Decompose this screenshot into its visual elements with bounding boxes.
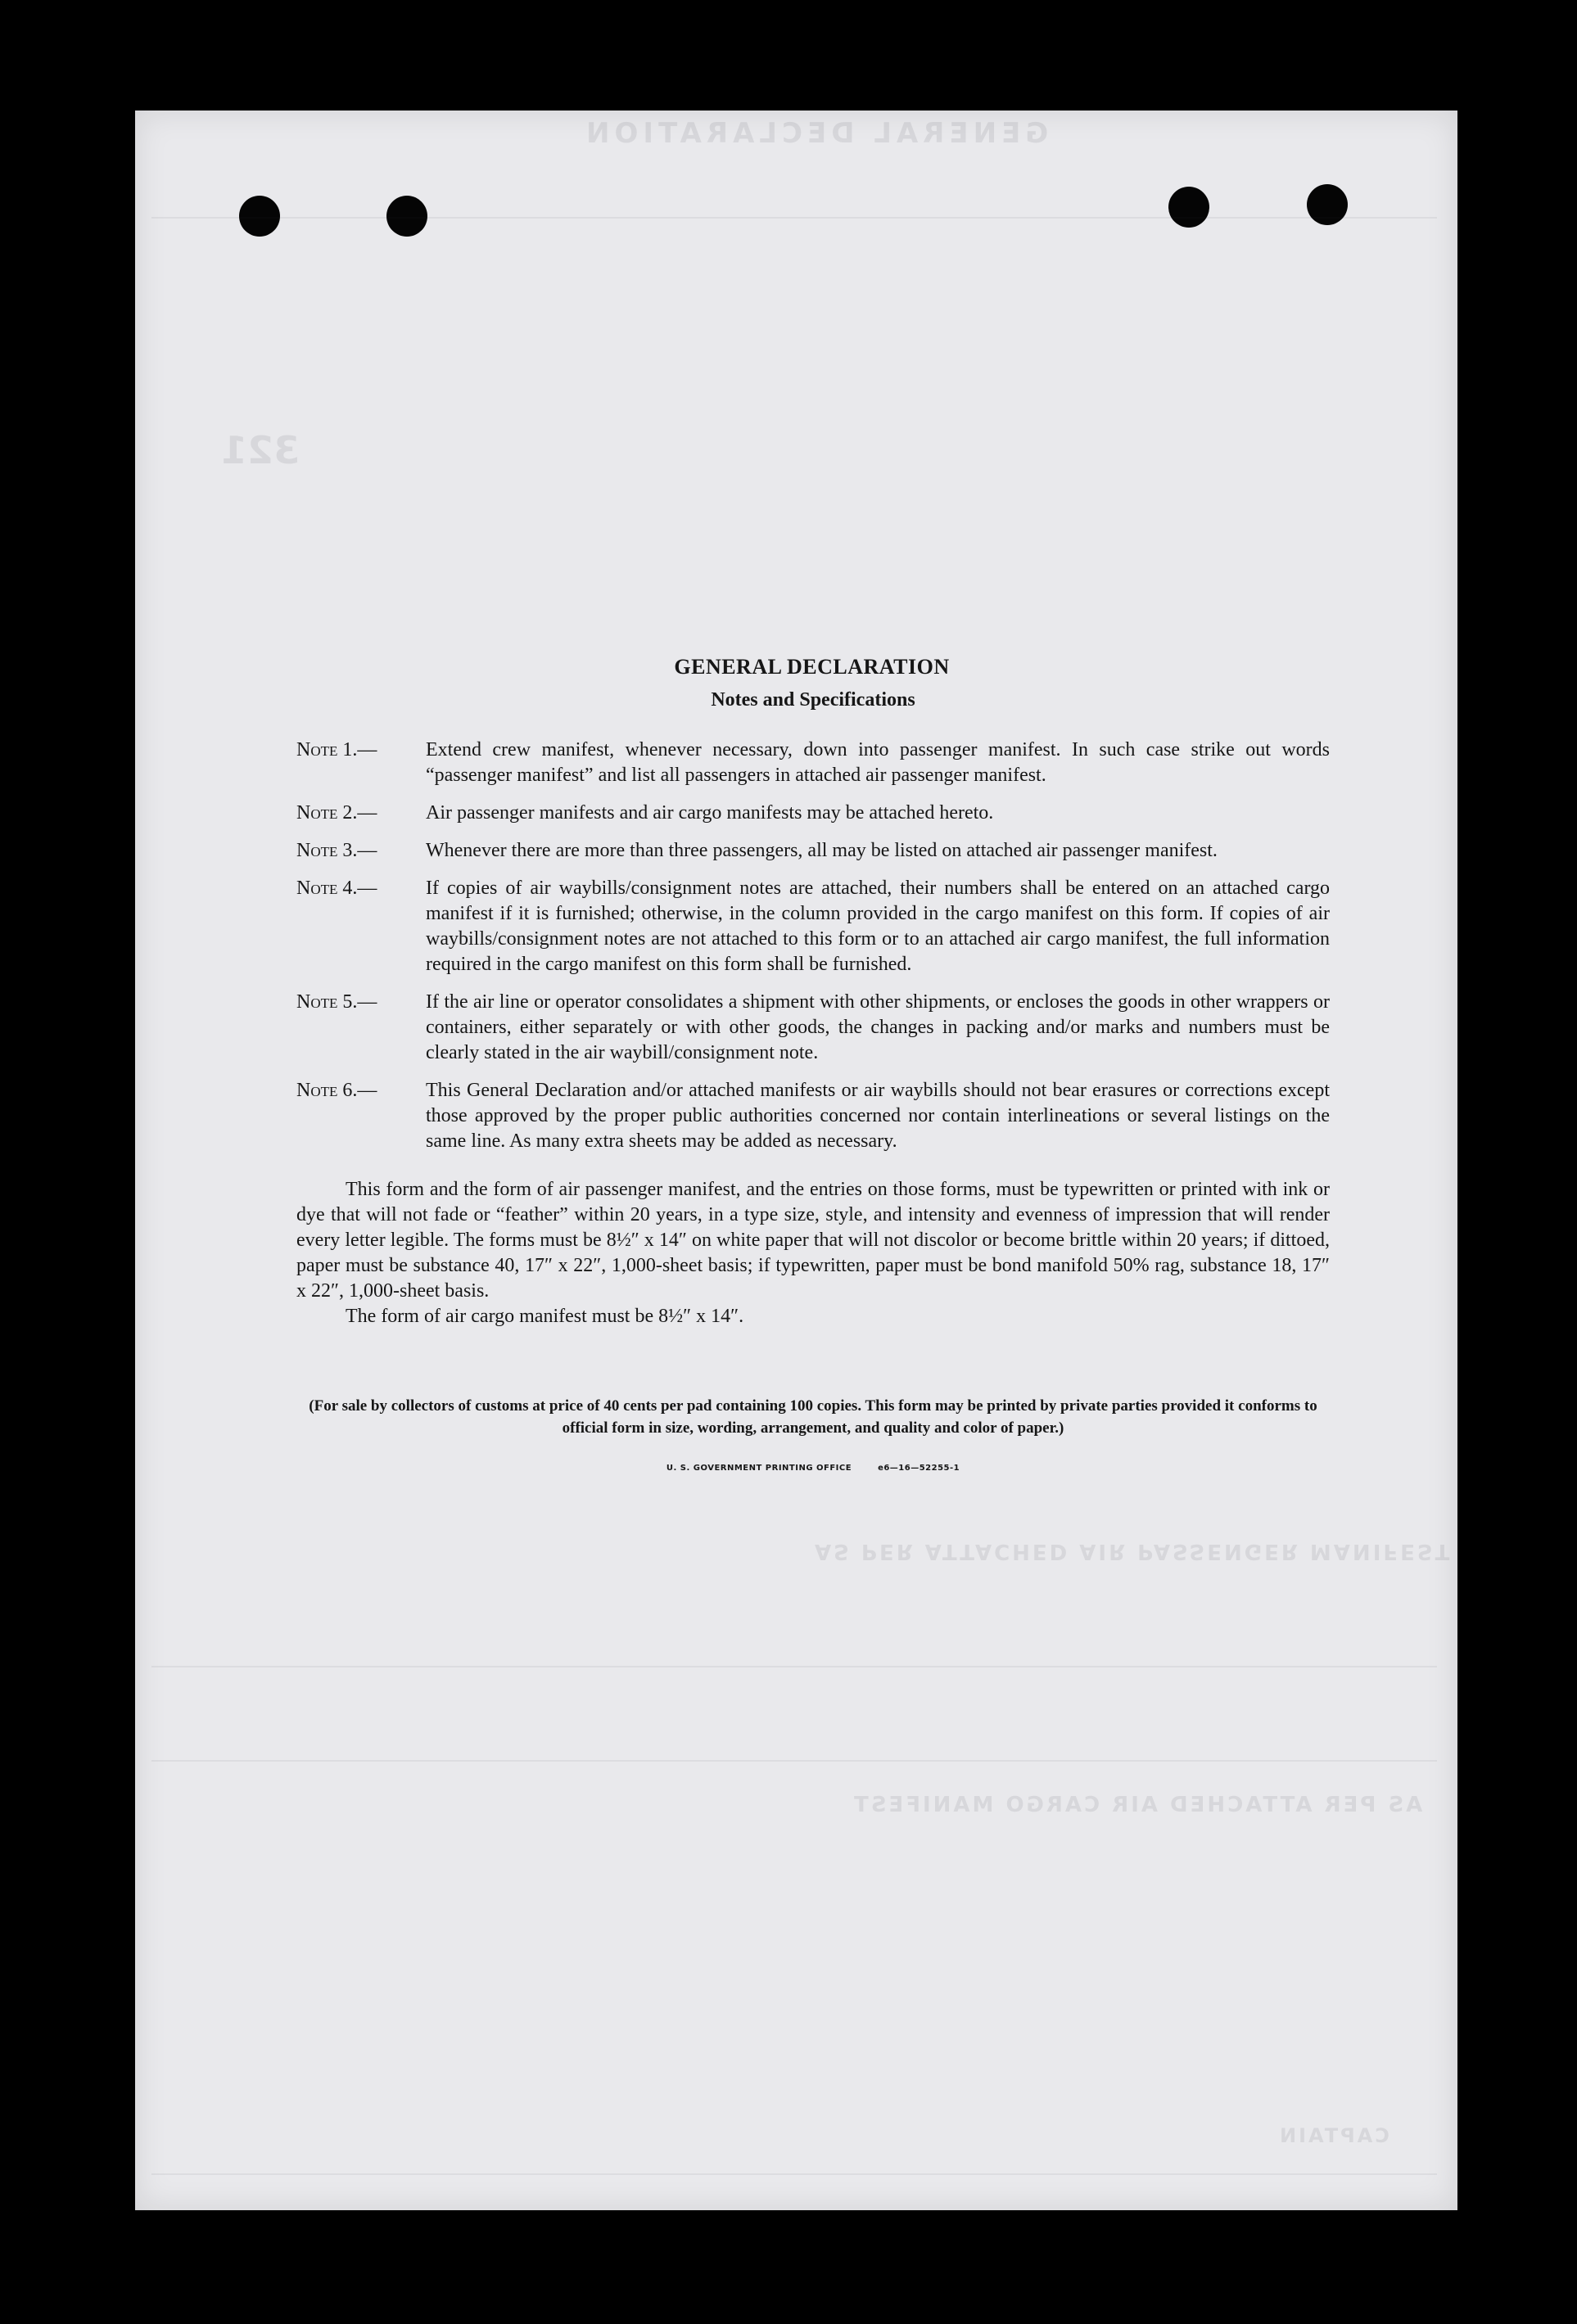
note-label: Note 5.—: [296, 991, 377, 1013]
note-label: Note 6.—: [296, 1080, 377, 1101]
printing-office-line: [296, 1464, 1330, 1473]
printing-office-name: U. S. GOVERNMENT PRINTING OFFICE: [666, 1464, 852, 1473]
punch-hole: [1307, 184, 1348, 225]
note-text: Extend crew manifest, whenever necessary, down into passenger manifest. In such case strike out words “passenger manifest” and list all passengers in attached air passenger manifest.: [426, 739, 1330, 786]
punch-hole: [1168, 187, 1209, 228]
show-through-rule: [151, 2173, 1437, 2175]
show-through-header: GENERAL DECLARATION: [581, 117, 1049, 150]
note-text: Air passenger manifests and air cargo manifests may be attached hereto.: [426, 802, 994, 824]
note-4: [296, 876, 1330, 977]
note-label: Note 3.—: [296, 840, 377, 861]
page-title: GENERAL DECLARATION: [674, 655, 950, 679]
note-label: Note 4.—: [296, 878, 377, 899]
show-through-cargo-stamp: AS PER ATTACHED AIR CARGO MANIFEST: [852, 1793, 1423, 1817]
note-text: Whenever there are more than three passengers, all may be listed on attached air passenger manifest.: [426, 840, 1218, 861]
note-text: If copies of air waybills/consignment notes are attached, their numbers shall be entered on an attached cargo manifest if it is furnished; otherwise, in the column provided in the cargo manifest on this form. If copies of air waybills/consignment notes are not attached to this form or to an attached air cargo manifest, the full information required in the cargo manifest on this form shall be furnished.: [426, 878, 1330, 975]
show-through-rule: [151, 217, 1437, 219]
note-3: [296, 838, 1330, 864]
note-2: [296, 801, 1330, 826]
show-through-captain: CAPTAIN: [1277, 2124, 1389, 2147]
note-5: [296, 990, 1330, 1066]
cargo-manifest-size-paragraph: The form of air cargo manifest must be 8½″ x 14″.: [346, 1306, 744, 1327]
note-text: If the air line or operator consolidates a shipment with other shipments, or encloses the goods in other wrappers or containers, either separately or with other goods, the changes in packing and/or marks and numbers must be clearly stated in the air waybill/consignment note.: [426, 991, 1330, 1063]
printing-office-code: e6—16—52255-1: [878, 1464, 960, 1473]
note-6: [296, 1078, 1330, 1154]
note-1: [296, 738, 1330, 788]
notes-and-specifications: [296, 651, 1330, 1473]
note-label: Note 1.—: [296, 739, 377, 760]
page-subtitle: Notes and Specifications: [711, 689, 915, 711]
form-requirements-paragraph: This form and the form of air passenger manifest, and the entries on those forms, must be typewritten or printed with ink or dye that will not fade or “feather” within 20 years, in a type size, style, and intensity and evenness of impression that will render every letter legible. The forms must be 8½″ x 14″ on white paper that will not discolor or become brittle within 20 years; if dittoed, paper must be substance 40, 17″ x 22″, 1,000-sheet basis; if typewritten, paper must be bond manifold 50% rag, substance 18, 17″ x 22″, 1,000-sheet basis.: [296, 1179, 1330, 1302]
punch-hole: [386, 196, 427, 237]
show-through-rule: [151, 1666, 1437, 1667]
note-text: This General Declaration and/or attached manifests or air waybills should not bear erasures or corrections except those approved by the proper public authorities concerned nor contain interlineations or several listings on the same line. As many extra sheets may be added as necessary.: [426, 1080, 1330, 1152]
show-through-rule: [151, 1760, 1437, 1762]
sale-notice: (For sale by collectors of customs at price of 40 cents per pad containing 100 copies. This form may be printed by private parties provided it conforms to official form in size, wording, arrangement, and quality and color of paper.): [309, 1397, 1317, 1437]
note-label: Note 2.—: [296, 802, 377, 824]
show-through-passenger-stamp: AS PER ATTACHED AIR PASSENGER MANIFEST: [815, 1539, 1453, 1564]
show-through-stamp-number: 321: [221, 428, 300, 472]
punch-hole: [239, 196, 280, 237]
